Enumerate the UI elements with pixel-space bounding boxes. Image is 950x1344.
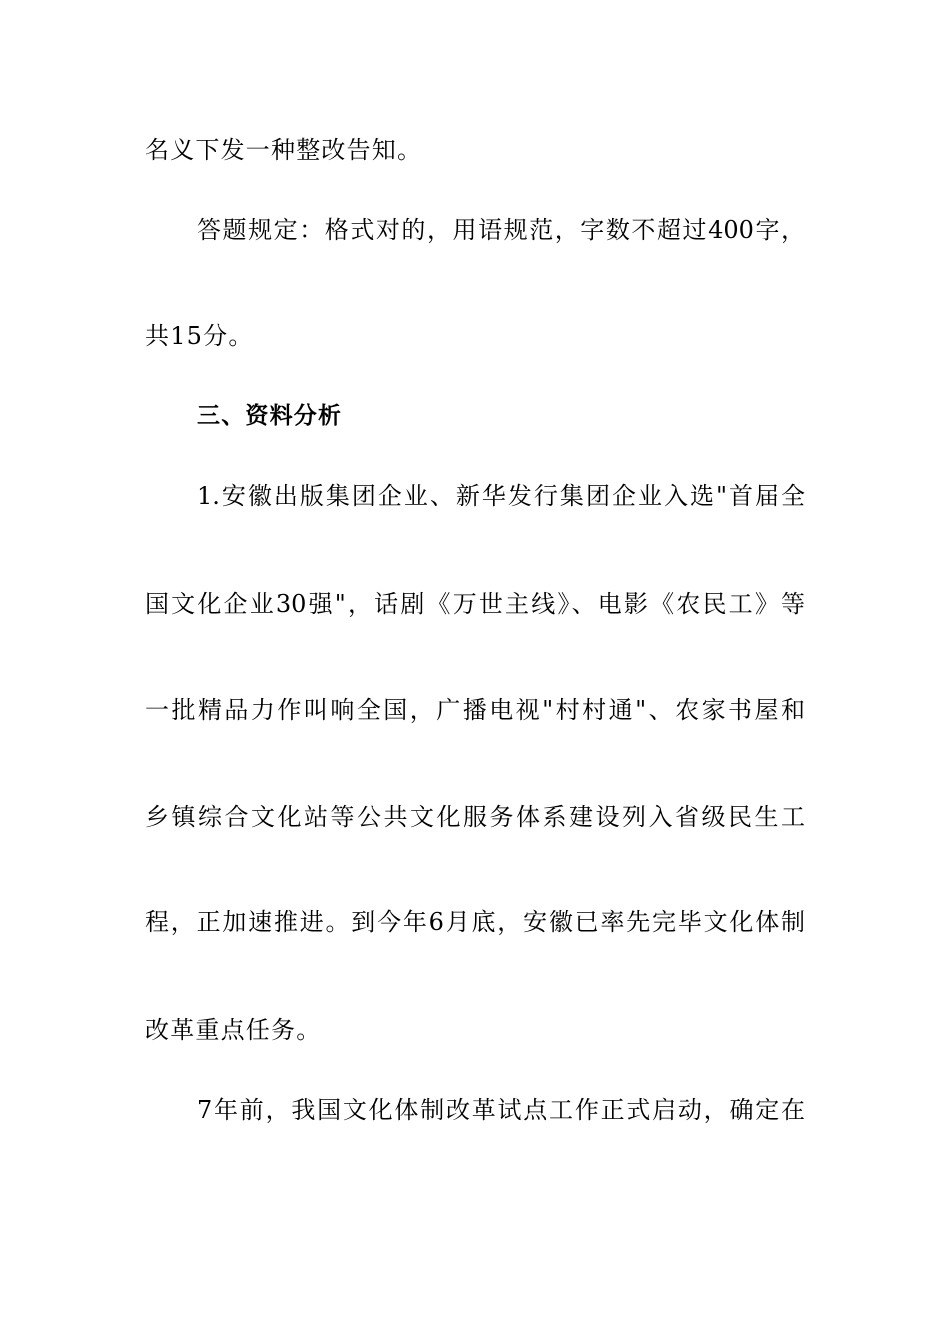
text-line-2: 答题规定：格式对的，用语规范，字数不超过400字， (197, 216, 805, 244)
text-line-1: 名义下发一种整改告知。 (145, 136, 423, 164)
text-line-10: 改革重点任务。 (145, 1016, 322, 1044)
text-line-6: 国文化企业30强"，话剧《万世主线》、电影《农民工》等 (145, 590, 805, 618)
text-line-9: 程，正加速推进。到今年6月底，安徽已率先完毕文化体制 (145, 908, 805, 936)
text-line-8: 乡镇综合文化站等公共文化服务体系建设列入省级民生工 (145, 803, 805, 831)
text-line-7: 一批精品力作叫响全国，广播电视"村村通"、农家书屋和 (145, 696, 805, 724)
text-line-11: 7年前，我国文化体制改革试点工作正式启动，确定在 (197, 1096, 805, 1124)
section-heading: 三、资料分析 (197, 403, 343, 429)
text-line-3: 共15分。 (145, 322, 254, 350)
text-line-5: 1.安徽出版集团企业、新华发行集团企业入选"首届全 (197, 482, 805, 510)
